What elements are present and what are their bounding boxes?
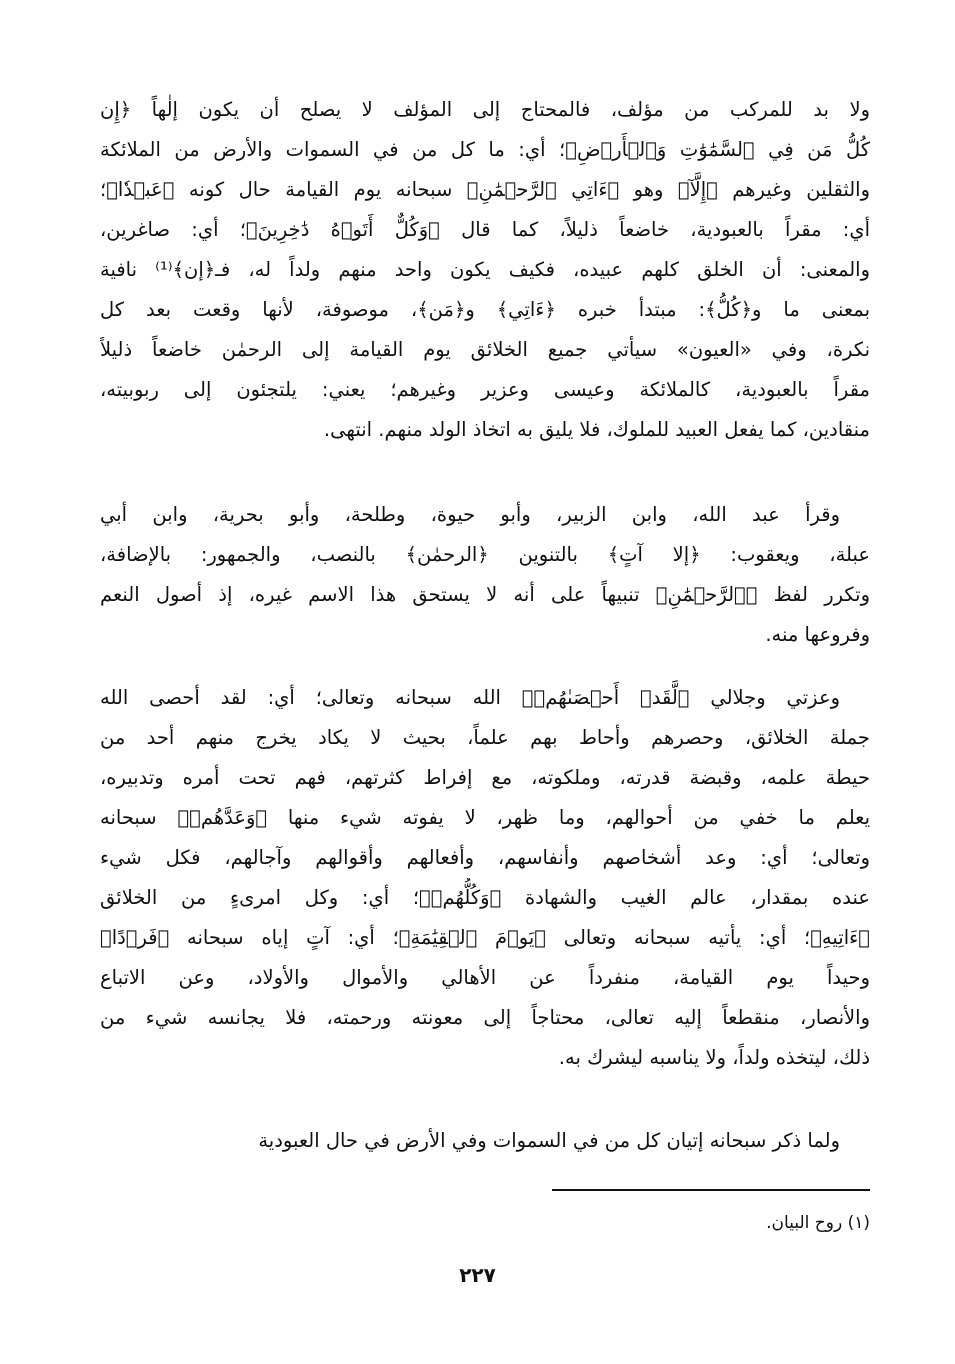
text-line: والأنصار، منقطعاً إليه تعالى، محتاجاً إلى معونته ورحمته، فلا يجانسه شيء من <box>100 1006 870 1029</box>
paragraph-4 <box>100 1121 870 1161</box>
text-line: ولا بد للمركب من مؤلف، فالمحتاج إلى المؤلف لا يصلح أن يكون إلٰهاً ﴿إِن <box>100 98 870 121</box>
text-line: ذلك، ليتخذه ولداً، ولا يناسبه ليشرك به. <box>558 1046 870 1069</box>
text-line: وفروعها منه. <box>765 623 870 646</box>
text-line: كُلُّ مَن فِي ٱلسَّمَٰوَٰتِ وَٱلۡأَرۡضِ﴾؛ أي: ما كل من في السموات والأرض من الملائكة <box>100 138 870 161</box>
text-line: نكرة، وفي «العيون» سيأتي جميع الخلائق يوم القيامة إلى الرحمٰن خاضعاً ذليلاً <box>100 338 870 361</box>
paragraph-1 <box>100 90 870 450</box>
text-line: ﴿ءَاتِيهِ﴾؛ أي: يأتيه سبحانه وتعالى ﴿يَوۡمَ ٱلۡقِيَٰمَةِ﴾؛ أي: آتٍ إياه سبحانه ﴿فَرۡدًا﴾ <box>100 926 870 949</box>
text-line: بمعنى ما و﴿كُلُّ﴾: مبتدأ خبره ﴿ءَاتِي﴾ و﴿مَن﴾، موصوفة، لأنها وقعت بعد كل <box>100 298 870 321</box>
paragraph-2 <box>100 495 870 655</box>
text-line: وتعالى؛ أي: وعد أشخاصهم وأنفاسهم، وأفعالهم وأقوالهم وآجالهم، فكل شيء <box>100 846 870 869</box>
text-line: عنده بمقدار، عالم الغيب والشهادة ﴿وَكُلُّهُمۡ﴾؛ أي: وكل امرىءٍ من الخلائق <box>100 886 870 909</box>
text-line: وحيداً يوم القيامة، منفرداً عن الأهالي والأموال والأولاد، وعن الاتباع <box>100 966 870 989</box>
footnote: (١) روح البيان. <box>766 1213 870 1233</box>
page-number: ٢٢٧ <box>459 1263 496 1287</box>
text-line: يعلم ما خفي من أحوالهم، وما ظهر، لا يفوته شيء منها ﴿وَعَدَّهُمۡ﴾ سبحانه <box>100 806 870 829</box>
text-line: منقادين، كما يفعل العبيد للملوك، فلا يليق به اتخاذ الولد منهم. انتهى. <box>323 418 870 441</box>
text-line: أي: مقراً بالعبودية، خاضعاً ذليلاً، كما قال ﴿وَكُلٌّ أَتَوۡهُ دَٰخِرِينَ﴾؛ أي: صاغرين، <box>100 218 870 241</box>
text-line: وقرأ عبد الله، وابن الزبير، وأبو حيوة، وطلحة، وأبو بحرية، وابن أبي <box>100 503 840 526</box>
text-line: والمعنى: أن الخلق كلهم عبيده، فكيف يكون واحد منهم ولداً له، فـ﴿إن﴾⁽¹⁾ نافية <box>100 258 870 281</box>
text-line: حيطة علمه، وقبضة قدرته، وملكوته، مع إفراط كثرتهم، فهم تحت أمره وتدبيره، <box>100 766 870 789</box>
text-line: والثقلين وغيرهم ﴿إِلَّآ﴾ وهو ﴿ءَاتِي ٱلرَّحۡمَٰنِ﴾ سبحانه يوم القيامة حال كونه ﴿عَبۡدٗا﴾؛ <box>100 178 870 201</box>
text-line: ولما ذكر سبحانه إتيان كل من في السموات وفي الأرض في حال العبودية <box>258 1129 840 1152</box>
paragraph-3 <box>100 678 870 1078</box>
footnote-divider <box>552 1189 870 1191</box>
text-line: جملة الخلائق، وحصرهم وأحاط بهم علماً، بحيث لا يكاد يخرج منهم أحد من <box>100 726 870 749</box>
text-line: عبلة، ويعقوب: ﴿إلا آتٍ﴾ بالتنوين ﴿الرحمٰن﴾ بالنصب، والجمهور: بالإضافة، <box>100 543 870 566</box>
text-line: مقراً بالعبودية، كالملائكة وعيسى وعزير وغيرهم؛ يعني: يلتجئون إلى ربوبيته، <box>100 378 870 401</box>
text-line: وتكرر لفظ ﴿ٱلرَّحۡمَٰنِ﴾ تنبيهاً على أنه لا يستحق هذا الاسم غيره، إذ أصول النعم <box>100 583 870 606</box>
text-line: وعزتي وجلالي ﴿لَّقَدۡ أَحۡصَىٰهُمۡ﴾ الله سبحانه وتعالى؛ أي: لقد أحصى الله <box>100 686 840 709</box>
